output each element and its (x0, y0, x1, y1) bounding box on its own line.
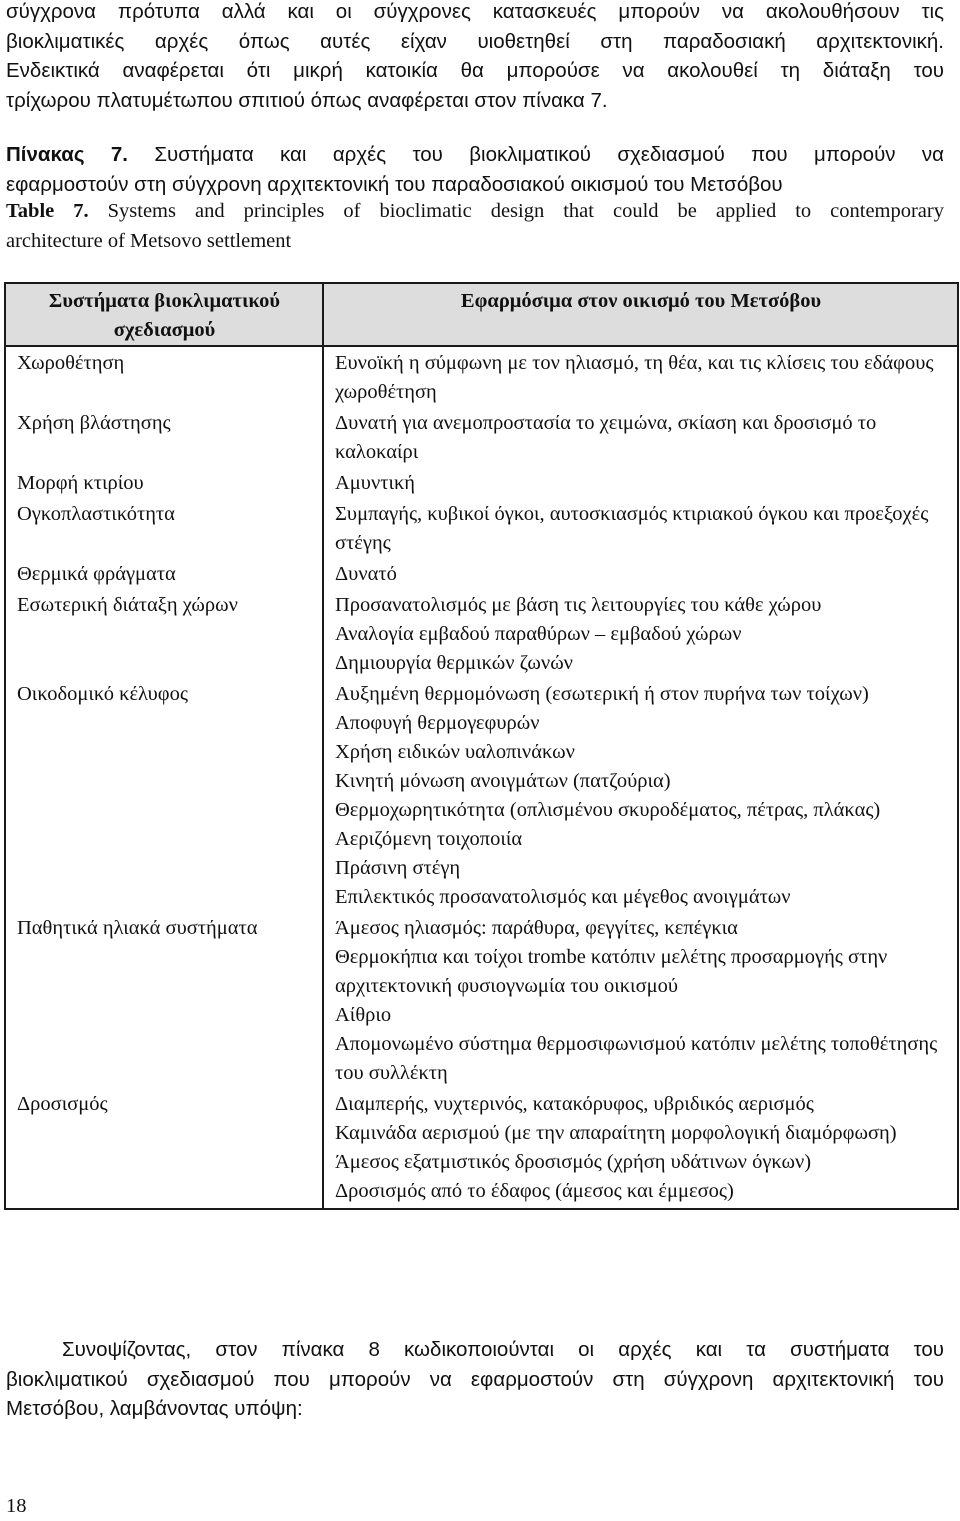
summary-line: Μετσόβου, λαμβάνοντας υπόψη: (6, 1397, 303, 1420)
header-applicable: Εφαρμόσιμα στον οικισμό του Μετσόβου (323, 283, 958, 346)
applicable-item: Απομονωμένο σύστημα θερμοσιφωνισμού κατόπιν μελέτης τοποθέτησης του συλλέκτη (335, 1033, 938, 1084)
applicable-item: Προσανατολισμός με βάση τις λειτουργίες του κάθε χώρου (335, 594, 822, 616)
applicable-item: Άμεσος εξατμιστικός δροσισμός (χρήση υδάτινων όγκων) (335, 1151, 812, 1173)
applicable-item: Πράσινη στέγη (335, 857, 461, 879)
system-cell: Εσωτερική διάταξη χώρων (5, 589, 323, 678)
table-row (5, 346, 958, 407)
table-row (5, 678, 958, 912)
table-header-row (5, 283, 958, 346)
applicable-item: Δυνατό (335, 563, 397, 585)
table-caption-greek (6, 140, 944, 199)
applicable-item: Συμπαγής, κυβικοί όγκοι, αυτοσκιασμός κτιριακού όγκου και προεξοχές στέγης (335, 503, 929, 554)
header-systems: Συστήματα βιοκλιματικού σχεδιασμού (5, 283, 323, 346)
applicable-cell (323, 678, 958, 912)
system-cell: Χωροθέτηση (5, 346, 323, 407)
applicable-item: Θερμοκήπια και τοίχοι trombe κατόπιν μελέτης προσαρμογής στην αρχιτεκτονική φυσιογνωμία του οικισμού (335, 946, 888, 997)
system-cell: Ογκοπλαστικότητα (5, 498, 323, 558)
table-body (5, 346, 958, 1209)
applicable-cell (323, 589, 958, 678)
system-cell: Μορφή κτιρίου (5, 467, 323, 498)
applicable-item: Αυξημένη θερμομόνωση (εσωτερική ή στον πυρήνα των τοίχων) (335, 683, 869, 705)
caption-greek-text: Συστήματα και αρχές του βιοκλιματικού σχεδιασμού που μπορούν να (154, 143, 945, 166)
applicable-item: Αεριζόμενη τοιχοποιία (335, 828, 523, 850)
caption-english-line1 (6, 197, 944, 227)
intro-line: σύγχρονα πρότυπα αλλά και οι σύγχρονες κατασκευές μπορούν να ακολουθήσουν τις (6, 0, 944, 23)
summary-line: Συνοψίζοντας, στον πίνακα 8 κωδικοποιούνται οι αρχές και τα συστήματα του (62, 1338, 944, 1361)
applicable-cell (323, 467, 958, 498)
applicable-item: Διαμπερής, νυχτερινός, κατακόρυφος, υβριδικός αερισμός (335, 1093, 814, 1115)
table-caption-english (6, 197, 944, 256)
system-cell: Οικοδομικό κέλυφος (5, 678, 323, 912)
applicable-item: Δροσισμός από το έδαφος (άμεσος και έμμεσος) (335, 1180, 734, 1202)
applicable-item: Κινητή μόνωση ανοιγμάτων (πατζούρια) (335, 770, 671, 792)
bioclimatic-systems-table (4, 282, 959, 1210)
system-cell: Χρήση βλάστησης (5, 407, 323, 467)
table-row (5, 558, 958, 589)
applicable-item: Αίθριο (335, 1004, 392, 1026)
caption-greek-line1 (6, 140, 944, 170)
applicable-cell (323, 912, 958, 1088)
table-row (5, 467, 958, 498)
table-row (5, 589, 958, 678)
applicable-cell (323, 1088, 958, 1209)
intro-line: βιοκλιματικές αρχές όπως αυτές είχαν υιοθετηθεί στη παραδοσιακή αρχιτεκτονική. (6, 29, 944, 53)
caption-english-line2: architecture of Metsovo settlement (6, 229, 292, 252)
caption-greek-line2: εφαρμοστούν στη σύγχρονη αρχιτεκτονική του παραδοσιακού οικισμού του Μετσόβου (6, 172, 783, 196)
applicable-item: Επιλεκτικός προσανατολισμός και μέγεθος ανοιγμάτων (335, 886, 791, 908)
intro-paragraph (6, 0, 944, 115)
summary-line: βιοκλιματικού σχεδιασμού που μπορούν να εφαρμοστούν στη σύγχρονη αρχιτεκτονική του (6, 1367, 944, 1391)
table-row (5, 1088, 958, 1209)
applicable-item: Δημιουργία θερμικών ζωνών (335, 652, 573, 674)
table-row (5, 912, 958, 1088)
applicable-cell (323, 498, 958, 558)
caption-english-label: Table 7. (6, 200, 89, 222)
intro-line: τρίχωρου πλατυμέτωπου σπιτιού όπως αναφέρεται στον πίνακα 7. (6, 88, 608, 112)
system-cell: Θερμικά φράγματα (5, 558, 323, 589)
intro-line: Ενδεικτικά αναφέρεται ότι μικρή κατοικία θα μπορούσε να ακολουθεί τη διάταξη του (6, 59, 944, 82)
applicable-item: Δυνατή για ανεμοπροστασία το χειμώνα, σκίαση και δροσισμό το καλοκαίρι (335, 412, 877, 463)
caption-english-text: Systems and principles of bioclimatic design that could be applied to contemporary (107, 200, 944, 222)
applicable-item: Αμυντική (335, 472, 416, 494)
applicable-cell (323, 407, 958, 467)
applicable-item: Άμεσος ηλιασμός: παράθυρα, φεγγίτες, κεπέγκια (335, 917, 738, 939)
system-cell: Παθητικά ηλιακά συστήματα (5, 912, 323, 1088)
applicable-item: Θερμοχωρητικότητα (οπλισμένου σκυροδέματος, πέτρας, πλάκας) (335, 799, 881, 821)
table-row (5, 498, 958, 558)
system-cell: Δροσισμός (5, 1088, 323, 1209)
applicable-item: Καμινάδα αερισμού (με την απαραίτητη μορφολογική διαμόρφωση) (335, 1122, 897, 1144)
applicable-item: Ευνοϊκή η σύμφωνη με τον ηλιασμό, τη θέα, και τις κλίσεις του εδάφους χωροθέτηση (335, 352, 934, 403)
table-row (5, 407, 958, 467)
summary-paragraph (6, 1335, 944, 1424)
page-number: 18 (6, 1495, 27, 1517)
applicable-cell (323, 346, 958, 407)
applicable-item: Αποφυγή θερμογεφυρών (335, 712, 540, 734)
caption-greek-label: Πίνακας 7. (6, 143, 128, 166)
applicable-item: Χρήση ειδικών υαλοπινάκων (335, 741, 575, 763)
applicable-item: Αναλογία εμβαδού παραθύρων – εμβαδού χώρων (335, 623, 742, 645)
applicable-cell (323, 558, 958, 589)
